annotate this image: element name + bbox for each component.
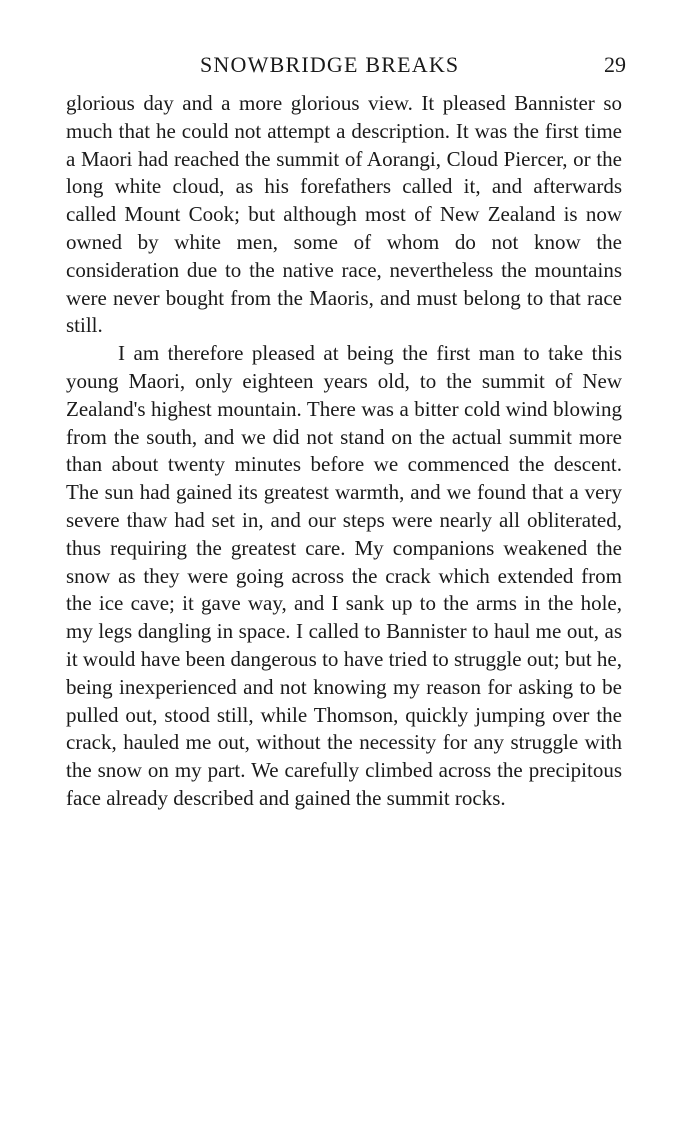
- paragraph-2: I am therefore pleased at being the first man to take this young Maori, only eighteen years old, to the summit of New Zealand's highest mountain. There was a bitter cold wind blowing from the south, and we did not stand on the actual summit more than about twenty minutes before we commenced the descent. The sun had gained its greatest warmth, and we found that a very severe thaw had set in, and our steps were nearly all obliterated, thus requiring the greatest care. My companions weakened the snow as they were going across the crack which extended from the ice cave; it gave way, and I sank up to the arms in the hole, my legs dangling in space. I called to Bannister to haul me out, as it would have been dangerous to have tried to struggle out; but he, being inexperienced and not knowing my reason for asking to be pulled out, stood still, while Thomson, quickly jumping over the crack, hauled me out, without the necessity for any struggle with the snow on my part. We carefully climbed across the precipitous face already described and gained the summit rocks.: [66, 341, 622, 810]
- paragraph-1: glorious day and a more glorious view. It pleased Bannister so much that he could not attempt a description. It was the first time a Maori had reached the summit of Aorangi, Cloud Piercer, or the long white cloud, as his forefathers called it, and afterwards called Mount Cook; but although most of New Zealand is now owned by white men, some of whom do not know the consideration due to the native race, nevertheless the mountains were never bought from the Maoris, and must belong to that race still.: [66, 91, 622, 338]
- page-number: 29: [604, 52, 626, 77]
- running-title: SNOWBRIDGE BREAKS: [200, 52, 460, 77]
- running-head: [66, 50, 626, 82]
- body-text: [66, 90, 622, 813]
